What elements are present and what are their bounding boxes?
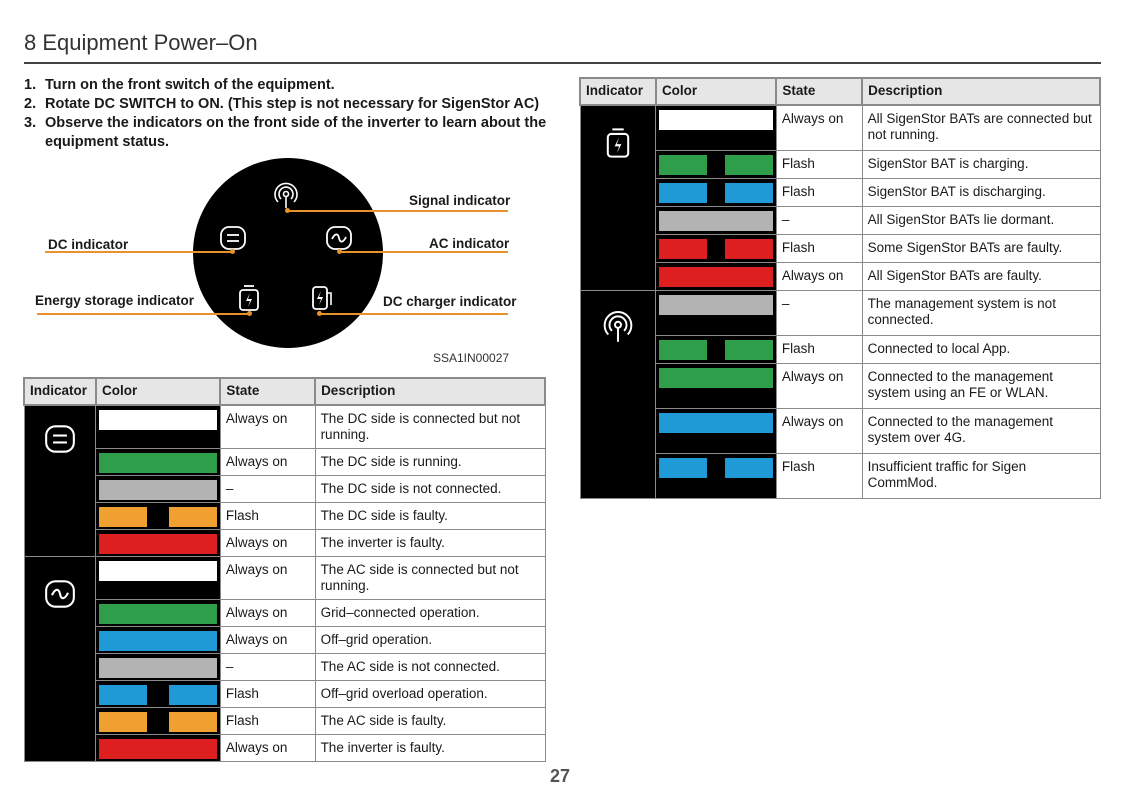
color-swatch <box>659 267 772 287</box>
page-title: 8 Equipment Power–On <box>24 30 258 55</box>
color-swatch-flash <box>725 239 773 259</box>
state-cell: – <box>220 653 315 680</box>
table-header-row <box>580 78 1100 105</box>
step-number: 1. <box>24 77 37 93</box>
color-cell <box>656 262 776 290</box>
state-cell: Flash <box>220 680 315 707</box>
state-cell: – <box>220 475 315 502</box>
table-row <box>24 707 545 734</box>
description-cell: The inverter is faulty. <box>315 734 545 761</box>
description-cell: SigenStor BAT is charging. <box>862 150 1100 178</box>
color-cell <box>96 475 220 502</box>
color-cell <box>656 150 776 178</box>
description-cell: The AC side is not connected. <box>315 653 545 680</box>
table-row <box>580 262 1100 290</box>
color-cell <box>656 453 776 498</box>
state-cell: Always on <box>220 734 315 761</box>
color-swatch <box>659 110 772 130</box>
description-cell: The AC side is connected but not running. <box>315 556 545 599</box>
step-number: 2. <box>24 96 37 112</box>
ac-indicator-icon <box>43 597 77 612</box>
table-row <box>24 734 545 761</box>
header-indicator: Indicator <box>24 378 96 405</box>
description-cell: Connected to the management system using an FE or WLAN. <box>862 363 1100 408</box>
ac-leader-line <box>340 251 508 253</box>
header-indicator: Indicator <box>580 78 656 105</box>
page-number: 27 <box>550 766 571 786</box>
color-swatch-flash <box>725 340 773 360</box>
table-row <box>580 408 1100 453</box>
state-cell: Flash <box>776 453 862 498</box>
description-cell: Off–grid overload operation. <box>315 680 545 707</box>
color-swatch-flash <box>659 458 707 478</box>
indicator-cell <box>24 556 96 761</box>
signal-icon <box>272 181 300 209</box>
color-cell <box>96 626 220 653</box>
step-item <box>24 76 569 95</box>
table-row <box>24 405 545 448</box>
state-cell: Flash <box>776 178 862 206</box>
state-cell: Flash <box>776 234 862 262</box>
table-row <box>580 105 1100 150</box>
header-color: Color <box>656 78 776 105</box>
color-swatch-flash <box>169 507 217 527</box>
color-swatch <box>659 368 772 388</box>
color-cell <box>96 599 220 626</box>
dc-indicator-label: DC indicator <box>48 237 129 252</box>
color-swatch <box>99 453 216 473</box>
indicator-cell <box>24 405 96 556</box>
state-cell: – <box>776 290 862 335</box>
description-cell: The management system is not connected. <box>862 290 1100 335</box>
color-cell <box>96 502 220 529</box>
description-cell: SigenStor BAT is discharging. <box>862 178 1100 206</box>
indicator-diagram <box>0 150 570 370</box>
header-color: Color <box>96 378 220 405</box>
color-swatch-flash <box>169 685 217 705</box>
header-description: Description <box>315 378 545 405</box>
table-row <box>580 178 1100 206</box>
description-cell: Connected to local App. <box>862 335 1100 363</box>
state-cell: Always on <box>776 262 862 290</box>
state-cell: Always on <box>220 599 315 626</box>
charger-leader-line <box>320 313 508 315</box>
state-cell: Flash <box>220 707 315 734</box>
dc-charger-icon <box>310 283 336 313</box>
signal-indicator-icon <box>601 331 635 346</box>
state-cell: Always on <box>220 556 315 599</box>
step-item <box>24 95 569 114</box>
ac-icon <box>325 225 353 251</box>
dc-icon <box>219 225 247 251</box>
table-row <box>24 475 545 502</box>
energy-leader-line <box>37 313 250 315</box>
color-cell <box>656 335 776 363</box>
state-cell: Always on <box>220 626 315 653</box>
state-cell: – <box>776 206 862 234</box>
color-swatch-flash <box>659 340 707 360</box>
table-row <box>24 626 545 653</box>
color-cell <box>96 529 220 556</box>
color-swatch <box>99 480 216 500</box>
description-cell: Insufficient traffic for Sigen CommMod. <box>862 453 1100 498</box>
ac-indicator-label: AC indicator <box>429 236 510 251</box>
description-cell: All SigenStor BATs are connected but not running. <box>862 105 1100 150</box>
color-cell <box>96 707 220 734</box>
color-swatch-flash <box>169 712 217 732</box>
description-cell: The DC side is running. <box>315 448 545 475</box>
color-swatch <box>99 534 216 554</box>
color-swatch <box>99 561 216 581</box>
header-state: State <box>776 78 862 105</box>
table-row <box>24 680 545 707</box>
signal-leader-dot <box>285 208 290 213</box>
table-row <box>580 363 1100 408</box>
state-cell: Always on <box>220 405 315 448</box>
color-swatch <box>659 295 772 315</box>
table-row <box>580 290 1100 335</box>
color-swatch <box>659 413 772 433</box>
description-cell: All SigenStor BATs are faulty. <box>862 262 1100 290</box>
table-row <box>24 556 545 599</box>
indicator-cell <box>580 290 656 498</box>
table-row <box>24 529 545 556</box>
state-cell: Flash <box>220 502 315 529</box>
energy-storage-indicator-label: Energy storage indicator <box>35 293 195 308</box>
state-cell: Always on <box>776 408 862 453</box>
energy-leader-dot <box>247 311 252 316</box>
description-cell: Some SigenStor BATs are faulty. <box>862 234 1100 262</box>
color-cell <box>656 363 776 408</box>
step-text: Turn on the front switch of the equipment. <box>45 77 335 93</box>
step-number: 3. <box>24 115 37 131</box>
color-cell <box>96 448 220 475</box>
table-row <box>24 502 545 529</box>
color-swatch-flash <box>99 685 147 705</box>
color-cell <box>656 290 776 335</box>
dc-charger-indicator-label: DC charger indicator <box>383 294 517 309</box>
table-row <box>580 150 1100 178</box>
state-cell: Always on <box>776 363 862 408</box>
dc-indicator-icon <box>43 442 77 457</box>
battery-icon <box>237 283 261 313</box>
color-swatch-flash <box>725 458 773 478</box>
table-row <box>580 206 1100 234</box>
description-cell: The DC side is not connected. <box>315 475 545 502</box>
color-cell <box>96 556 220 599</box>
description-cell: All SigenStor BATs lie dormant. <box>862 206 1100 234</box>
color-swatch <box>99 631 216 651</box>
description-cell: The DC side is connected but not running. <box>315 405 545 448</box>
header-description: Description <box>862 78 1100 105</box>
step-text: Observe the indicators on the front side of the inverter to learn about the equipment status. <box>45 115 547 150</box>
color-swatch-flash <box>659 239 707 259</box>
color-swatch <box>99 604 216 624</box>
color-swatch <box>99 739 216 759</box>
state-cell: Always on <box>220 448 315 475</box>
color-swatch-flash <box>659 183 707 203</box>
color-swatch-flash <box>725 183 773 203</box>
state-cell: Always on <box>220 529 315 556</box>
table-row <box>24 599 545 626</box>
ac-leader-dot <box>337 249 342 254</box>
color-swatch <box>659 211 772 231</box>
color-cell <box>96 405 220 448</box>
color-swatch-flash <box>99 712 147 732</box>
description-cell: The DC side is faulty. <box>315 502 545 529</box>
color-cell <box>656 206 776 234</box>
table-row <box>580 335 1100 363</box>
indicator-cell <box>580 105 656 290</box>
table-row <box>580 453 1100 498</box>
title-divider <box>24 62 1101 64</box>
description-cell: The AC side is faulty. <box>315 707 545 734</box>
color-swatch <box>99 658 216 678</box>
description-cell: Connected to the management system over 4G. <box>862 408 1100 453</box>
description-cell: Grid–connected operation. <box>315 599 545 626</box>
table-row <box>24 448 545 475</box>
color-cell <box>96 680 220 707</box>
table-row <box>580 234 1100 262</box>
color-cell <box>656 105 776 150</box>
color-swatch-flash <box>725 155 773 175</box>
color-swatch <box>99 410 216 430</box>
color-cell <box>656 178 776 206</box>
steps-list <box>24 76 569 152</box>
color-swatch-flash <box>659 155 707 175</box>
color-cell <box>96 734 220 761</box>
color-cell <box>656 408 776 453</box>
dc-leader-dot <box>230 249 235 254</box>
table-header-row <box>24 378 545 405</box>
description-cell: Off–grid operation. <box>315 626 545 653</box>
charger-leader-dot <box>317 311 322 316</box>
state-cell: Always on <box>776 105 862 150</box>
signal-leader-line <box>288 210 508 212</box>
color-swatch-flash <box>99 507 147 527</box>
table-row <box>24 653 545 680</box>
step-item <box>24 114 569 152</box>
figure-id: SSA1IN00027 <box>433 351 510 365</box>
header-state: State <box>220 378 315 405</box>
signal-indicator-label: Signal indicator <box>409 193 511 208</box>
battery-indicator-icon <box>604 148 632 163</box>
battery-signal-indicator-table <box>579 77 1101 499</box>
state-cell: Flash <box>776 335 862 363</box>
ac-dc-indicator-table <box>23 377 546 762</box>
step-text: Rotate DC SWITCH to ON. (This step is not necessary for SigenStor AC) <box>45 96 540 112</box>
description-cell: The inverter is faulty. <box>315 529 545 556</box>
color-cell <box>96 653 220 680</box>
color-cell <box>656 234 776 262</box>
state-cell: Flash <box>776 150 862 178</box>
